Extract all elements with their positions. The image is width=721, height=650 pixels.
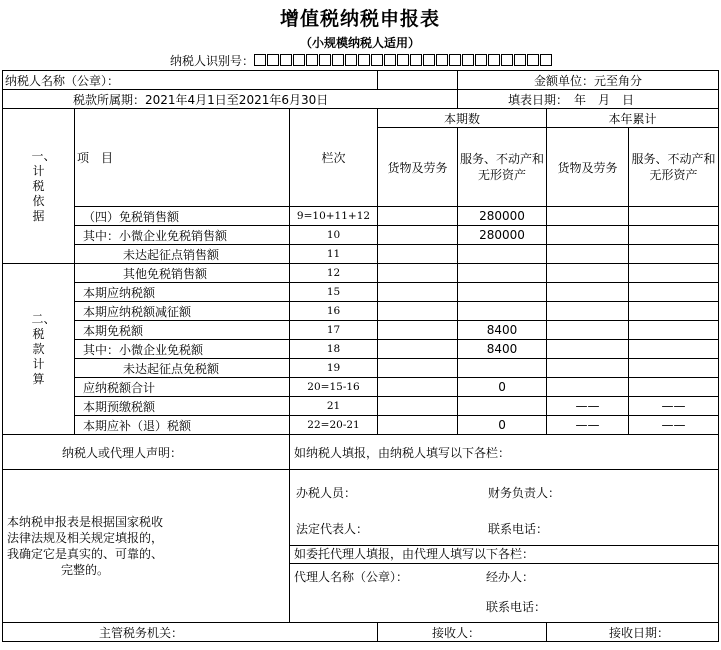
cell-cur-services[interactable] (458, 245, 547, 264)
table-row (3, 264, 719, 283)
tax-period-label: 税款所属期：2021年4月1日至2021年6月30日 (3, 90, 458, 109)
item-header: 项 目 (75, 109, 290, 207)
cell-ytd-services[interactable] (629, 321, 719, 340)
cell-cur-goods[interactable] (378, 378, 458, 397)
taxpayer-id-digit-box[interactable] (527, 54, 539, 66)
table-row (3, 397, 719, 416)
table-row (3, 245, 719, 264)
cell-cur-goods[interactable] (378, 321, 458, 340)
cell-ytd-services[interactable] (629, 207, 719, 226)
taxpayer-id-field[interactable] (170, 53, 553, 69)
cell-ytd-services[interactable] (629, 245, 719, 264)
cell-ytd-goods[interactable] (547, 359, 629, 378)
row-line-no: 17 (290, 321, 378, 340)
self-fill-note: 如纳税人填报，由纳税人填写以下各栏： (290, 435, 719, 470)
table-row (3, 321, 719, 340)
cell-ytd-goods[interactable] (547, 245, 629, 264)
footer-row (3, 623, 719, 642)
table-row (3, 416, 719, 435)
cell-ytd-goods: —— (547, 397, 629, 416)
taxpayer-id-digit-box[interactable] (358, 54, 370, 66)
cell-ytd-goods: —— (547, 416, 629, 435)
cell-ytd-services[interactable] (629, 359, 719, 378)
phone-label[interactable]: 联系电话： (488, 522, 549, 536)
taxpayer-id-digit-box[interactable] (475, 54, 487, 66)
ytd-services-header: 服务、不动产和无形资产 (629, 128, 719, 207)
declaration-statement (3, 470, 290, 623)
row-item: 其中：小微企业免税额 (75, 340, 290, 359)
row-item: 本期应补（退）税额 (75, 416, 290, 435)
finance-head-label[interactable]: 财务负责人： (488, 486, 561, 500)
row-line-no: 15 (290, 283, 378, 302)
current-period-header: 本期数 (378, 109, 547, 128)
form-title: 增值税纳税申报表 (279, 8, 440, 30)
cell-cur-services[interactable] (458, 302, 547, 321)
declaration-label: 纳税人或代理人声明： (3, 435, 290, 470)
taxpayer-name-row (3, 71, 719, 90)
taxpayer-id-digit-box[interactable] (488, 54, 500, 66)
cell-ytd-goods[interactable] (547, 378, 629, 397)
table-row (3, 359, 719, 378)
taxpayer-id-digit-box[interactable] (397, 54, 409, 66)
taxpayer-id-digit-box[interactable] (436, 54, 448, 66)
cell-ytd-services[interactable] (629, 264, 719, 283)
table-row (3, 302, 719, 321)
cell-ytd-services[interactable] (629, 378, 719, 397)
table-row (3, 378, 719, 397)
taxpayer-id-digit-box[interactable] (449, 54, 461, 66)
declaration-header-row (3, 435, 719, 470)
cell-cur-goods[interactable] (378, 340, 458, 359)
row-line-no: 12 (290, 264, 378, 283)
cell-ytd-goods[interactable] (547, 340, 629, 359)
row-item: 本期应纳税额减征额 (75, 302, 290, 321)
section-1-label (3, 109, 75, 264)
cell-cur-goods[interactable] (378, 264, 458, 283)
line-no-header: 栏次 (290, 109, 378, 207)
taxpayer-id-digit-box[interactable] (501, 54, 513, 66)
cell-cur-services[interactable]: 280000 (458, 207, 547, 226)
section-2-label (3, 264, 75, 435)
agent-name-label[interactable]: 代理人名称（公章）： (294, 570, 409, 584)
taxpayer-id-digit-box[interactable] (371, 54, 383, 66)
handler-label[interactable]: 办税人员： (296, 486, 357, 500)
table-row (3, 226, 719, 245)
row-item: 其他免税销售额 (75, 264, 290, 283)
row-item: 未达起征点销售额 (75, 245, 290, 264)
row-line-no: 10 (290, 226, 378, 245)
cell-cur-services[interactable]: 280000 (458, 226, 547, 245)
receiver-label[interactable]: 接收人： (378, 623, 547, 642)
cell-ytd-goods[interactable] (547, 264, 629, 283)
header-row-1 (3, 109, 719, 128)
ytd-goods-header: 货物及劳务 (547, 128, 629, 207)
taxpayer-id-digit-box[interactable] (514, 54, 526, 66)
cell-cur-services[interactable]: 0 (458, 378, 547, 397)
cell-ytd-services[interactable] (629, 226, 719, 245)
cell-ytd-goods[interactable] (547, 321, 629, 340)
legal-rep-label[interactable]: 法定代表人： (296, 522, 369, 536)
cell-ytd-goods[interactable] (547, 226, 629, 245)
cell-cur-goods[interactable] (378, 416, 458, 435)
row-item: 未达起征点免税额 (75, 359, 290, 378)
table-row (3, 207, 719, 226)
taxpayer-id-digit-box[interactable] (306, 54, 318, 66)
form-subtitle: （小规模纳税人适用） (299, 36, 420, 50)
cell-ytd-services[interactable] (629, 302, 719, 321)
taxpayer-id-digit-box[interactable] (345, 54, 357, 66)
cell-ytd-services[interactable] (629, 340, 719, 359)
taxpayer-name-label: 纳税人名称（公章）： (3, 71, 290, 90)
self-fill-fields (290, 470, 719, 546)
row-item: （四）免税销售额 (75, 207, 290, 226)
receive-date-label[interactable]: 接收日期： (547, 623, 719, 642)
taxpayer-id-digit-box[interactable] (332, 54, 344, 66)
return-table (2, 70, 719, 642)
agent-fill-note: 如委托代理人填报，由代理人填写以下各栏： (290, 546, 718, 564)
table-row (3, 340, 719, 359)
taxpayer-name-field-ext[interactable] (378, 71, 458, 90)
row-item: 本期应纳税额 (75, 283, 290, 302)
cell-cur-goods[interactable] (378, 283, 458, 302)
cell-cur-goods[interactable] (378, 397, 458, 416)
row-line-no: 20=15-16 (290, 378, 378, 397)
agent-fill-fields (290, 546, 719, 623)
agent-handler-label[interactable]: 经办人： (486, 570, 535, 584)
declaration-statement-text: 本纳税申报表是根据国家税收法律法规及相关规定填报的，我确定它是真实的、可靠的、完整的。 (6, 515, 163, 577)
taxpayer-name-field[interactable] (290, 71, 378, 90)
row-line-no: 16 (290, 302, 378, 321)
row-line-no: 11 (290, 245, 378, 264)
tax-authority-label[interactable]: 主管税务机关： (3, 623, 378, 642)
taxpayer-id-boxes[interactable] (254, 54, 553, 68)
cell-cur-services[interactable]: 8400 (458, 321, 547, 340)
row-item: 应纳税额合计 (75, 378, 290, 397)
cell-cur-services[interactable]: 8400 (458, 340, 547, 359)
amount-unit-label: 金额单位：元至角分 (458, 71, 719, 90)
cell-cur-services[interactable] (458, 359, 547, 378)
cell-ytd-goods[interactable] (547, 302, 629, 321)
taxpayer-id-label: 纳税人识别号： (170, 54, 255, 68)
row-item: 本期预缴税额 (75, 397, 290, 416)
cell-ytd-services[interactable] (629, 283, 719, 302)
taxpayer-id-digit-box[interactable] (540, 54, 552, 66)
taxpayer-id-digit-box[interactable] (280, 54, 292, 66)
row-line-no: 19 (290, 359, 378, 378)
cell-cur-goods[interactable] (378, 207, 458, 226)
taxpayer-id-digit-box[interactable] (384, 54, 396, 66)
period-row (3, 90, 719, 109)
cell-cur-goods[interactable] (378, 302, 458, 321)
declaration-self-row (3, 470, 719, 546)
cell-cur-services[interactable]: 0 (458, 416, 547, 435)
fill-date-label: 填表日期： 年 月 日 (458, 90, 719, 109)
taxpayer-id-digit-box[interactable] (293, 54, 305, 66)
cur-services-header: 服务、不动产和无形资产 (458, 128, 547, 207)
table-row (3, 283, 719, 302)
cell-ytd-services: —— (629, 416, 719, 435)
cell-ytd-services: —— (629, 397, 719, 416)
section-1-text: 一、计税依据 (31, 148, 56, 223)
row-line-no: 9=10+11+12 (290, 207, 378, 226)
cell-cur-services[interactable] (458, 264, 547, 283)
cell-cur-goods[interactable] (378, 226, 458, 245)
row-item: 本期免税额 (75, 321, 290, 340)
cell-cur-goods[interactable] (378, 359, 458, 378)
row-line-no: 18 (290, 340, 378, 359)
agent-phone-label[interactable]: 联系电话： (486, 600, 547, 614)
cell-cur-goods[interactable] (378, 245, 458, 264)
taxpayer-id-digit-box[interactable] (267, 54, 279, 66)
cur-goods-header: 货物及劳务 (378, 128, 458, 207)
taxpayer-id-digit-box[interactable] (410, 54, 422, 66)
section-2-text: 二、税款计算 (31, 311, 56, 386)
taxpayer-id-digit-box[interactable] (254, 54, 266, 66)
cell-ytd-goods[interactable] (547, 207, 629, 226)
year-total-header: 本年累计 (547, 109, 719, 128)
row-line-no: 22=20-21 (290, 416, 378, 435)
cell-cur-services[interactable] (458, 283, 547, 302)
cell-cur-services[interactable] (458, 397, 547, 416)
taxpayer-id-digit-box[interactable] (423, 54, 435, 66)
row-line-no: 21 (290, 397, 378, 416)
cell-ytd-goods[interactable] (547, 283, 629, 302)
row-item: 其中：小微企业免税销售额 (75, 226, 290, 245)
taxpayer-id-digit-box[interactable] (319, 54, 331, 66)
taxpayer-id-digit-box[interactable] (462, 54, 474, 66)
